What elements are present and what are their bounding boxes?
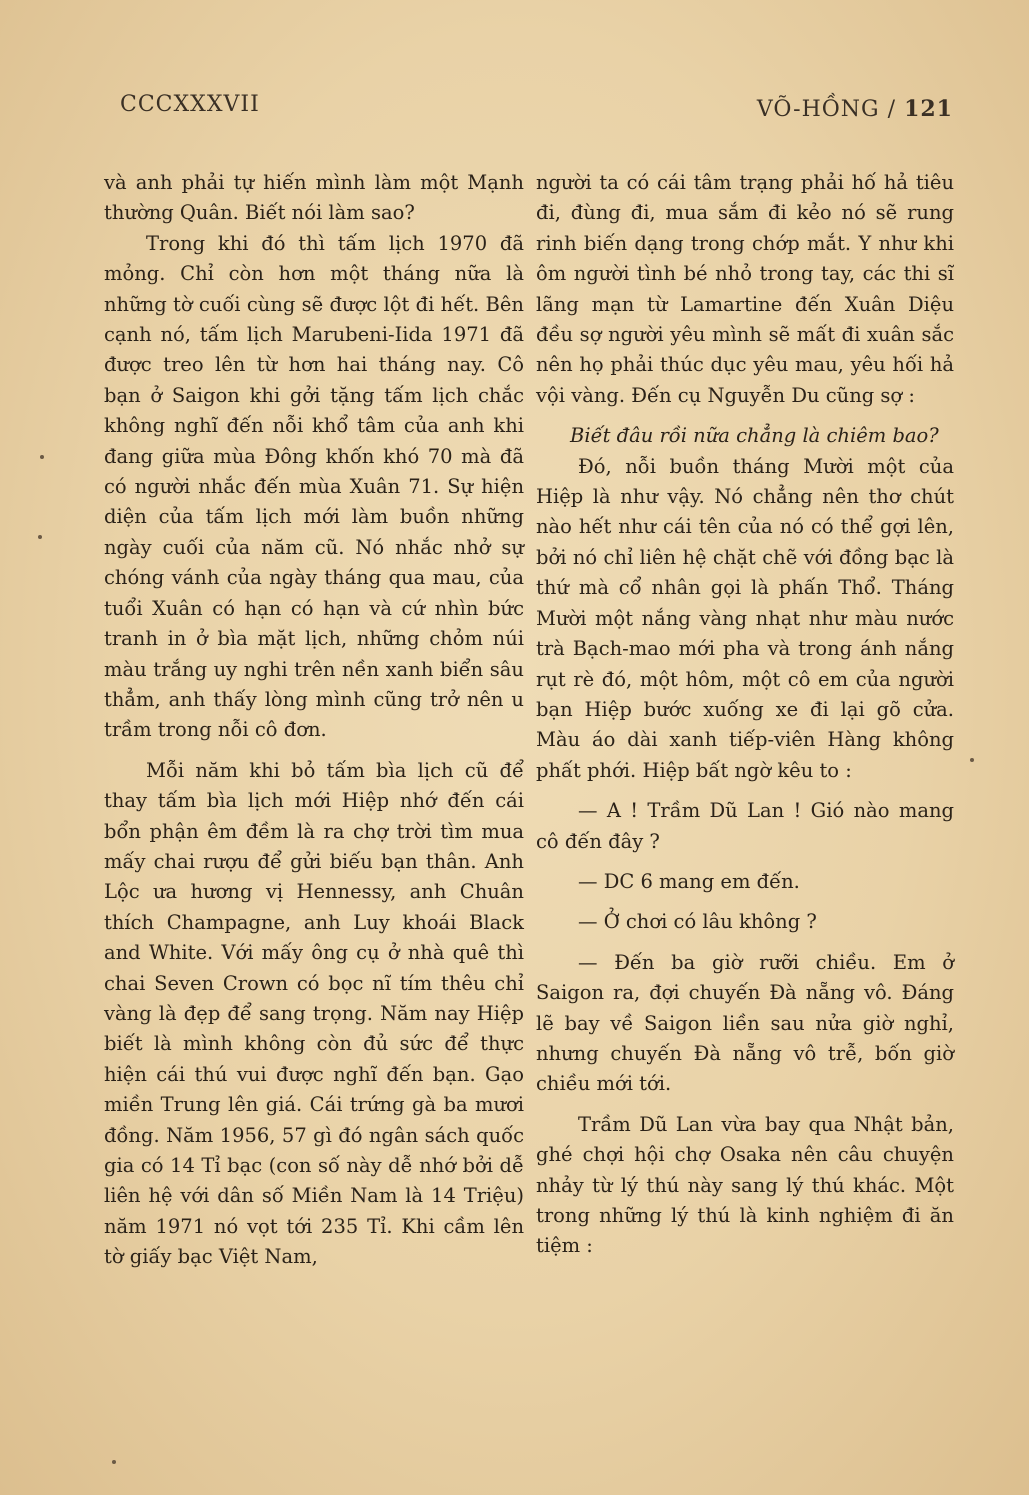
paragraph: và anh phải tự hiến mình làm một Mạnh thường Quân. Biết nói làm sao? <box>104 171 524 225</box>
paragraph: Trong khi đó thì tấm lịch 1970 đã mỏng. Chỉ còn hơn một tháng nữa là những tờ cuối cùng sẽ được lột đi hết. Bên cạnh nó, tấm lịch Marubeni-Iida 1971 đã được treo lên từ hơn hai tháng nay. Cô bạn ở Saigon khi gởi tặng tấm lịch chắc không nghĩ đến nỗi khổ tâm của anh khi đang giữa mùa Đông khốn khó 70 mà đã có người nhắc đến mùa Xuân 71. Sự hiện diện của tấm lịch mới làm buồn những ngày cuối của năm cũ. Nó nhắc nhở sự chóng vánh của ngày tháng qua mau, của tuổi Xuân có hạn có hạn và cứ nhìn bức tranh in ở bìa mặt lịch, những chỏm núi màu trắng uy nghi trên nền xanh biển sâu thẳm, anh thấy lòng mình cũng trở nên u trầm trong nỗi cô đơn. <box>104 231 524 742</box>
paragraph: Trầm Dũ Lan vừa bay qua Nhật bản, ghé chợi hội chợ Osaka nên câu chuyện nhảy từ lý thú này sang lý thú khác. Một trong những lý thú là kinh nghiệm đi ăn tiệm : <box>536 1112 954 1258</box>
verse-quote: Biết đâu rồi nữa chẳng là chiêm bao? <box>570 424 939 448</box>
paper-speck <box>970 758 974 762</box>
left-column <box>104 168 524 1273</box>
paragraph: Mỗi năm khi bỏ tấm bìa lịch cũ để thay tấm bìa lịch mới Hiệp nhớ đến cái bổn phận êm đềm là ra chợ trời tìm mua mấy chai rượu để gửi biếu bạn thân. Anh Lộc ưa hương vị Hennessy, anh Chuân thích Champagne, anh Luy khoái Black and White. Với mấy ông cụ ở nhà quê thì chai Seven Crown có bọc nĩ tím thêu chỉ vàng là đẹp để sang trọng. Năm nay Hiệp biết là mình không còn đủ sức để thực hiện cái thú vui được nghĩ đến bạn. Gạo miền Trung lên giá. Cái trứng gà ba mươi đồng. Năm 1956, 57 gì đó ngân sách quốc gia có 14 Tỉ bạc (con số này dễ nhớ bởi dễ liên hệ với dân số Miền Nam là 14 Triệu) năm 1971 nó vọt tới 235 Tỉ. Khi cầm lên tờ giấy bạc Việt Nam, <box>104 758 524 1269</box>
author-name: VÕ-HỒNG <box>756 97 880 122</box>
paper-speck <box>40 455 44 459</box>
dialogue-line: — Ở chơi có lâu không ? <box>578 910 817 934</box>
dialogue-line: — Đến ba giờ rưỡi chiều. Em ở Saigon ra, đợi chuyến Đà nẵng vô. Đáng lẽ bay về Saigon liền sau nửa giờ nghỉ, nhưng chuyến Đà nẵng vô trễ, bốn giờ chiều mới tới. <box>536 950 954 1096</box>
page-number: 121 <box>904 96 953 122</box>
dialogue-line: — DC 6 mang em đến. <box>578 869 800 893</box>
paper-speck <box>112 1460 116 1464</box>
dialogue-line: — A ! Trầm Dũ Lan ! Gió nào mang cô đến đây ? <box>536 799 954 853</box>
chapter-numeral: CCCXXXVII <box>120 92 260 117</box>
paper-speck <box>38 535 42 539</box>
header-separator: / <box>887 97 897 122</box>
running-header <box>757 96 953 122</box>
paragraph: Đó, nỗi buồn tháng Mười một của Hiệp là như vậy. Nó chẳng nên thơ chút nào hết như cái tên của nó có thể gợi lên, bởi nó chỉ liên hệ chặt chẽ với đồng bạc là thứ mà cổ nhân gọi là phấn Thổ. Tháng Mười một nắng vàng nhạt như màu nước trà Bạch-mao mới pha và trong ánh nắng rụt rè đó, một hôm, một cô em của người bạn Hiệp bước xuống xe đi lại gõ cửa. Màu áo dài xanh tiếp-viên Hàng không phất phới. Hiệp bất ngờ kêu to : <box>536 454 954 782</box>
paragraph: người ta có cái tâm trạng phải hố hả tiêu đi, đùng đi, mua sắm đi kẻo nó sẽ rung rinh biến dạng trong chớp mắt. Y như khi ôm người tình bé nhỏ trong tay, các thi sĩ lãng mạn từ Lamartine đến Xuân Diệu đều sợ người yêu mình sẽ mất đi xuân sắc nên họ phải thúc dục yêu mau, yêu hối hả vội vàng. Đến cụ Nguyễn Du cũng sợ : <box>536 171 954 407</box>
right-column <box>536 168 954 1262</box>
